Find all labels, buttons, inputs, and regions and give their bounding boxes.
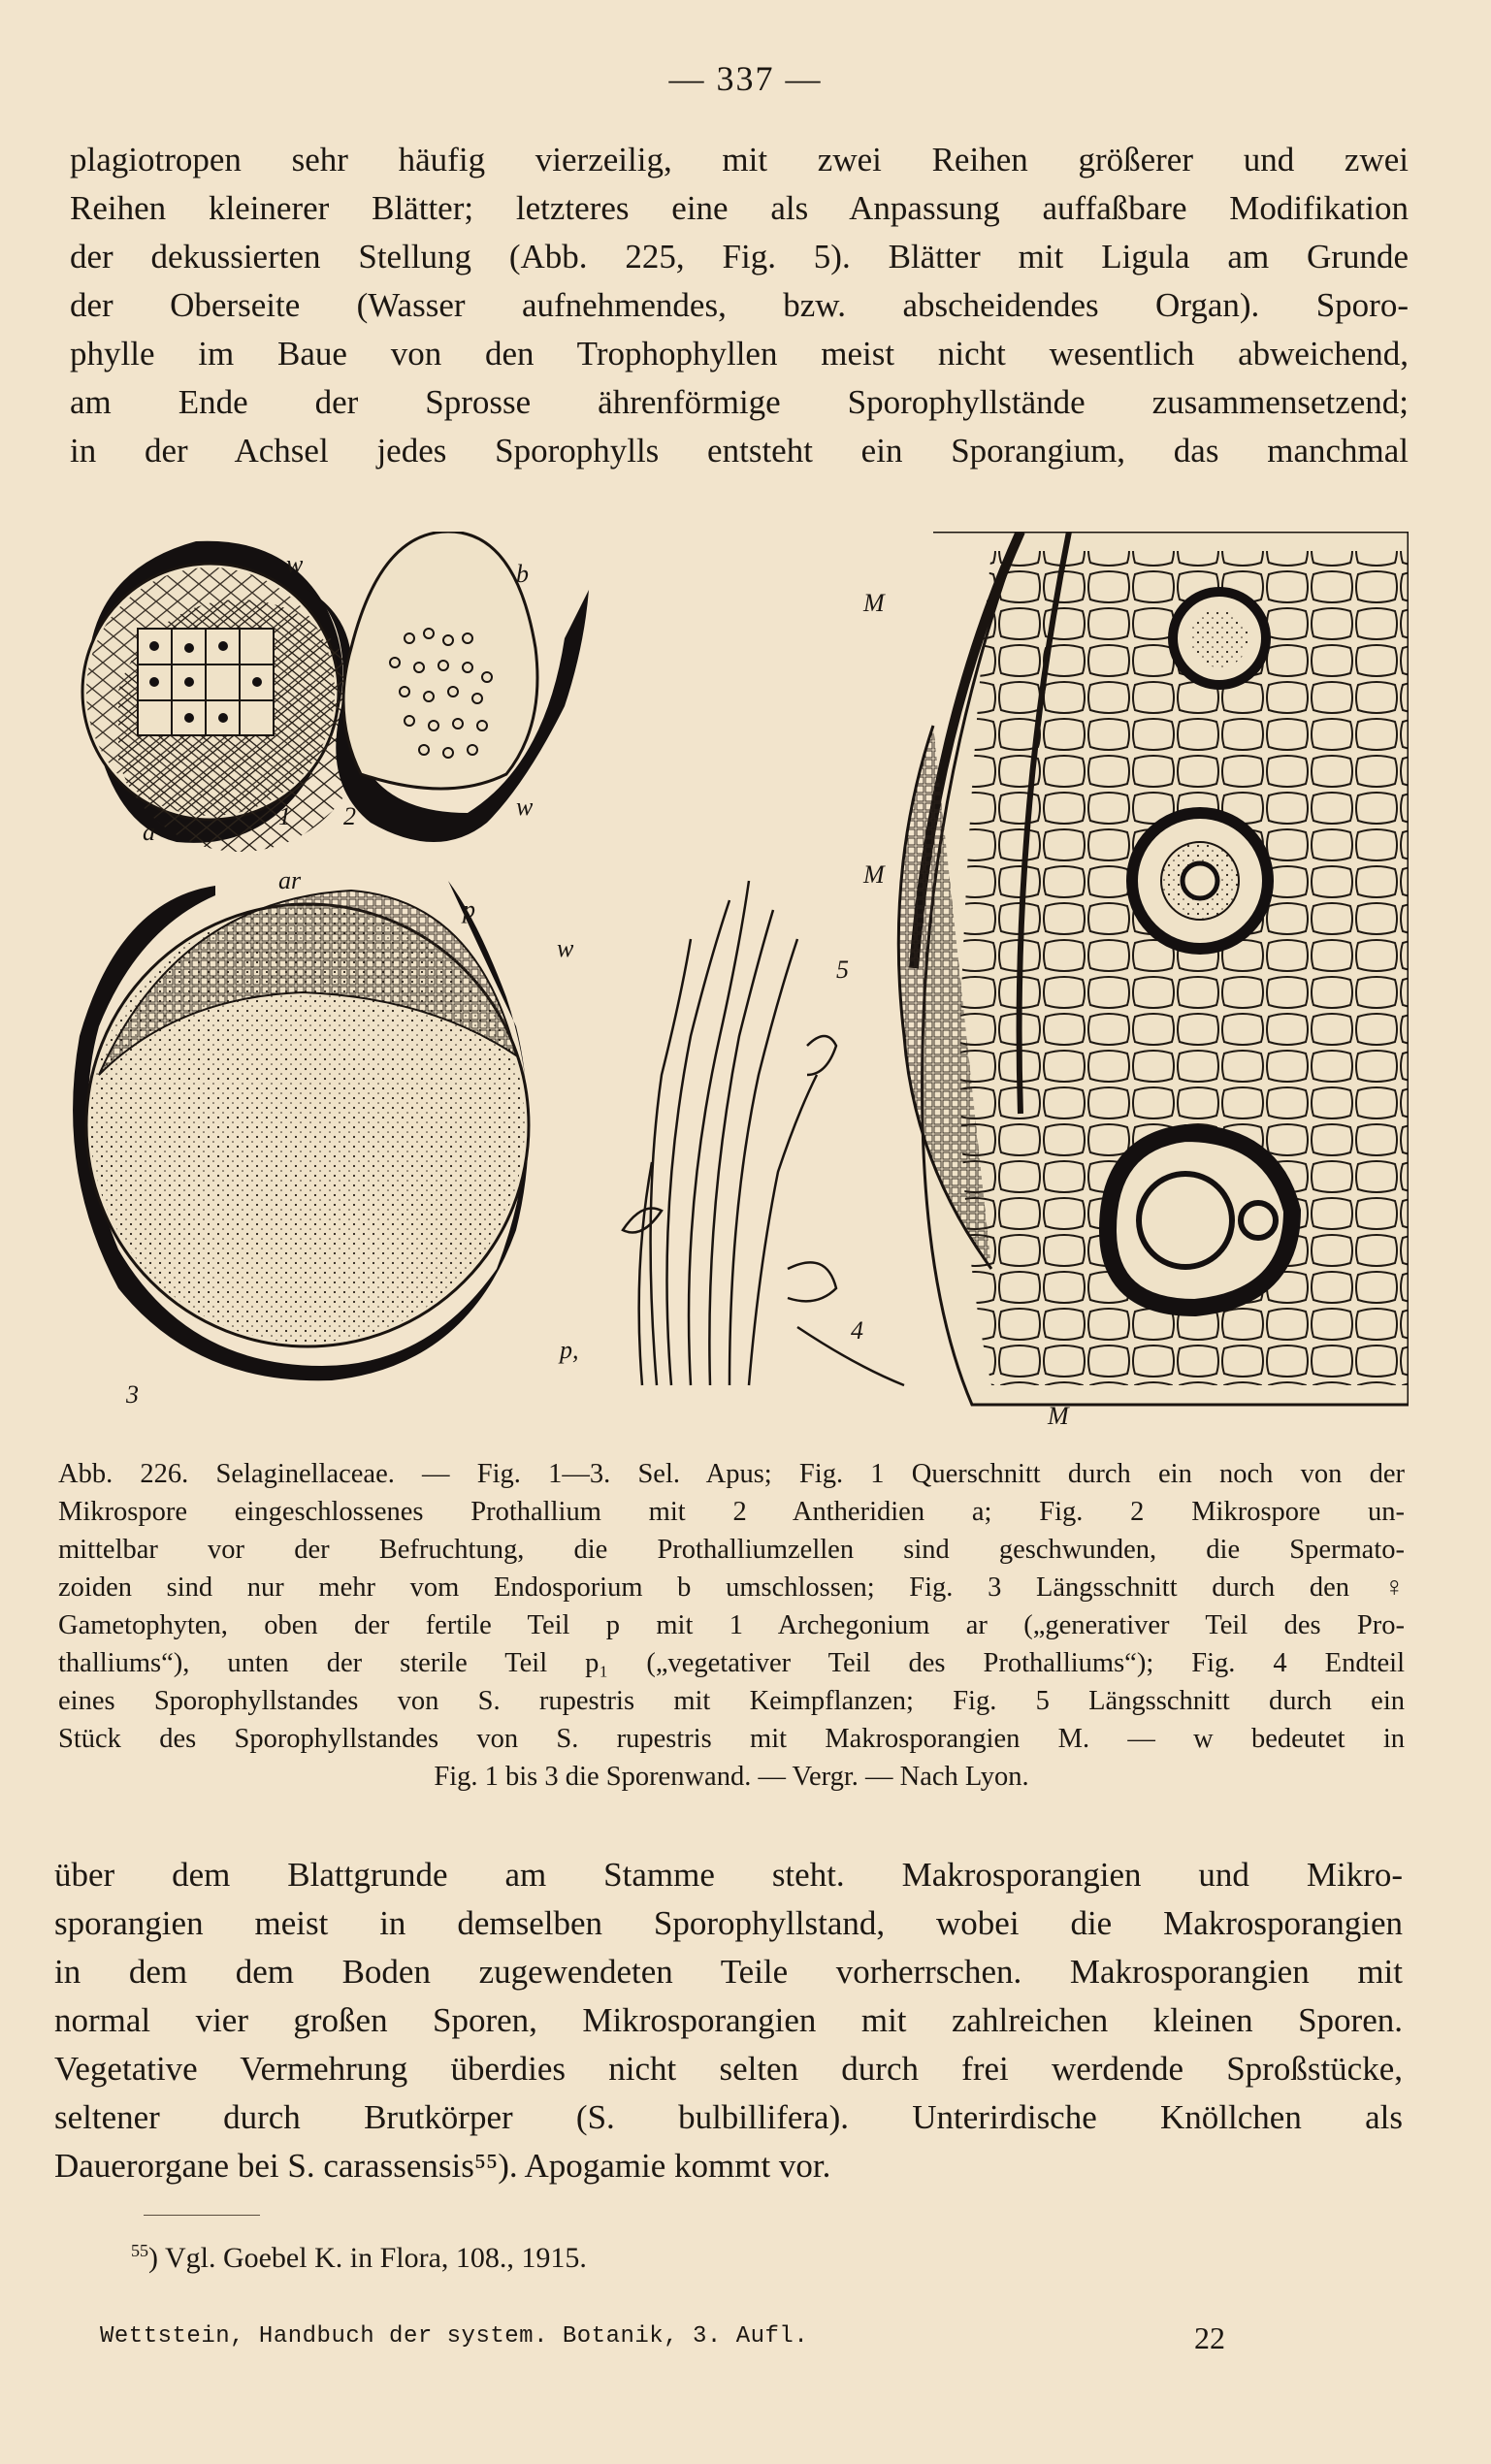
label-a: a [143, 818, 155, 846]
text-line: plagiotropen sehr häufig vierzeilig, mit zwei Reihen größerer und zwei [70, 141, 1409, 178]
text-line: Dauerorgane bei S. carassensis⁵⁵). Apogamie kommt vor. [54, 2147, 831, 2185]
text-line: in der Achsel jedes Sporophylls entsteht ein Sporangium, das manchmal [70, 432, 1409, 470]
label-M: M [863, 589, 885, 617]
figure-4-sporophyll-stand [623, 881, 904, 1385]
text-line: der Oberseite (Wasser aufnehmendes, bzw. abscheidendes Organ). Sporo- [70, 286, 1409, 324]
caption-line: Abb. 226. Selaginellaceae. — Fig. 1—3. Sel. Apus; Fig. 1 Querschnitt durch ein noch von der [58, 1459, 1405, 1489]
footnote-rule [144, 2215, 260, 2216]
sheet-number: 22 [1194, 2320, 1225, 2355]
text-line: der dekussierten Stellung (Abb. 225, Fig. 5). Blätter mit Ligula am Grunde [70, 238, 1409, 276]
top-paragraph [70, 136, 1409, 475]
label-fig-3: 3 [126, 1380, 139, 1409]
caption-line: Fig. 1 bis 3 die Sporenwand. — Vergr. — Nach Lyon. [434, 1762, 1029, 1792]
label-p1: p, [560, 1336, 579, 1364]
text-line: Vegetative Vermehrung überdies nicht selten durch frei werdende Sproßstücke, [54, 2050, 1403, 2088]
label-b: b [516, 560, 529, 588]
label-w: w [557, 934, 574, 962]
text-line: normal vier großen Sporen, Mikrosporangien mit zahlreichen kleinen Sporen. [54, 2001, 1403, 2039]
text-line: seltener durch Brutkörper (S. bulbillifera). Unterirdische Knöllchen als [54, 2098, 1403, 2136]
footnote [131, 2241, 587, 2275]
bottom-paragraph [54, 1851, 1403, 2190]
caption-line: Mikrospore eingeschlossenes Prothallium mit 2 Antheridien a; Fig. 2 Mikrospore un- [58, 1497, 1405, 1527]
label-fig-4: 4 [851, 1316, 863, 1345]
label-w: w [516, 793, 534, 821]
label-fig-1: 1 [278, 802, 291, 830]
page-number: — 337 — [668, 59, 823, 98]
caption-line: Stück des Sporophyllstandes von S. rupestris mit Makrosporangien M. — w bedeutet in [58, 1724, 1405, 1754]
text-line: phylle im Baue von den Trophophyllen meist nicht wesentlich abweichend, [70, 335, 1409, 373]
label-p: p [463, 895, 475, 924]
figure-1-microspore-section [82, 541, 361, 852]
footnote-text: ) Vgl. Goebel K. in Flora, 108., 1915. [148, 2242, 587, 2274]
caption-line: zoiden sind nur mehr vom Endosporium b umschlossen; Fig. 3 Längsschnitt durch den ♀ [58, 1572, 1405, 1603]
footnote-marker: 55 [131, 2241, 148, 2260]
text-line: in dem dem Boden zugewendeten Teile vorherrschen. Makrosporangien mit [54, 1953, 1403, 1991]
signature-line: Wettstein, Handbuch der system. Botanik, 3. Aufl. [100, 2323, 809, 2350]
figure-caption [58, 1455, 1405, 1796]
caption-line: Gametophyten, oben der fertile Teil p mit 1 Archegonium ar („generativer Teil des Pro- [58, 1610, 1405, 1640]
text-line: sporangien meist in demselben Sporophyllstand, wobei die Makrosporangien [54, 1904, 1403, 1942]
caption-line: eines Sporophyllstandes von S. rupestris mit Keimpflanzen; Fig. 5 Längsschnitt durch ein [58, 1686, 1405, 1716]
label-M: M [1048, 1402, 1069, 1424]
label-w: w [286, 550, 304, 578]
text-line: Reihen kleinerer Blätter; letzteres eine als Anpassung auffaßbare Modifikation [70, 189, 1409, 227]
figure-5-longitudinal-section [898, 532, 1409, 1405]
botanical-figure [60, 532, 1409, 1424]
figure-2-microspore [308, 532, 589, 842]
label-fig-2: 2 [343, 802, 356, 830]
label-fig-5: 5 [836, 956, 849, 984]
figure-3-gametophyte [73, 881, 529, 1380]
caption-line: mittelbar vor der Befruchtung, die Prothalliumzellen sind geschwunden, die Spermato- [58, 1535, 1405, 1565]
text-line: über dem Blattgrunde am Stamme steht. Makrosporangien und Mikro- [54, 1856, 1403, 1894]
label-M: M [863, 860, 885, 889]
caption-line: thalliums“), unten der sterile Teil p₁ („vegetativer Teil des Prothalliums“); Fig. 4 Endteil [58, 1648, 1405, 1678]
label-ar: ar [278, 866, 302, 894]
text-line: am Ende der Sprosse ährenförmige Sporophyllstände zusammensetzend; [70, 383, 1409, 421]
